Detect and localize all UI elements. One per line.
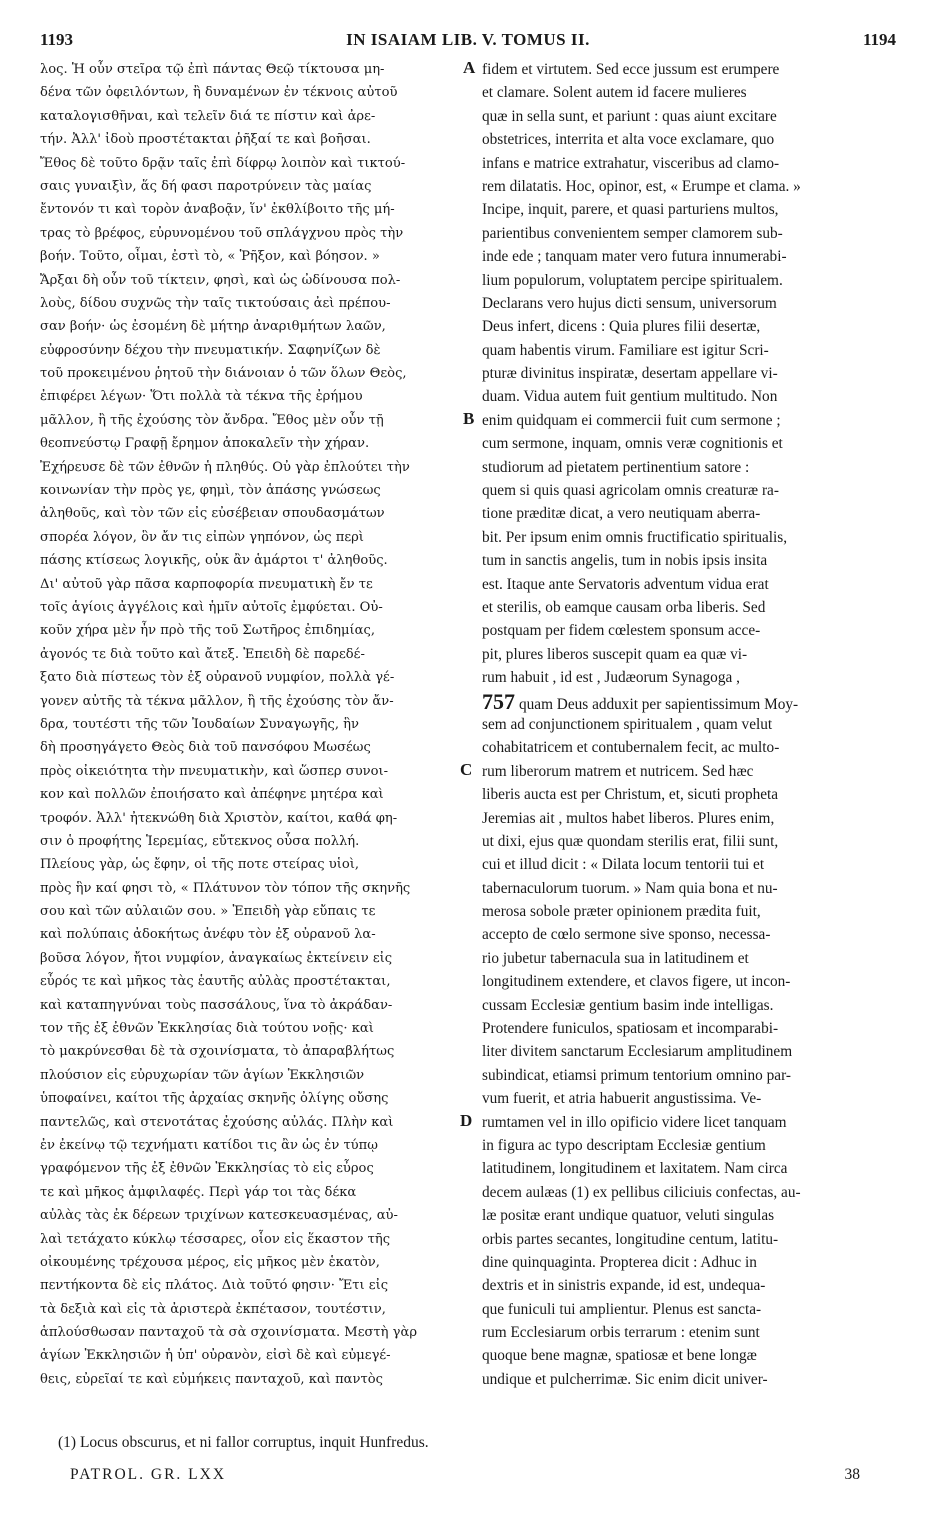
greek-line: δρα, τουτέστι τῆς τῶν Ἰουδαίων Συναγωγῆς, ἣν: [40, 716, 359, 732]
latin-line: cohabitatricem et contubernalem fecit, ac multo-: [482, 739, 780, 757]
latin-line: cum sermone, inquam, omnis veræ cognitionis et: [482, 435, 783, 453]
latin-line: Deus infert, dicens : Quia plures filii desertæ,: [482, 318, 761, 336]
page-footer: [70, 1466, 900, 1490]
greek-line: πρὸς οἰκειότητα τὴν πνευματικὴν, καὶ ὥσπερ συνοι-: [40, 763, 389, 779]
latin-line: postquam per fidem cœlestem sponsum acce-: [482, 622, 761, 640]
running-header: [40, 30, 896, 56]
greek-line: σου καὶ τῶν αὐλαιῶν σου. » Ἐπειδὴ γὰρ εὔπαις τε: [40, 904, 376, 920]
latin-line: dextris et in sinistris expande, id est, undequa-: [482, 1277, 766, 1295]
latin-line: parientibus convenientem semper clamorem sub-: [482, 224, 783, 242]
latin-line: rum Ecclesiarum orbis terrarum : etenim sunt: [482, 1324, 760, 1342]
greek-line: ἀγονός τε διὰ τοῦτο καὶ ἄτεξ. Ἐπειδὴ δὲ παρεδέ-: [40, 646, 365, 662]
running-title: IN ISAIAM LIB. V. TOMUS II.: [346, 30, 590, 49]
greek-line: σπορέα λόγον, ὃν ἄν τις εἰπὼν γηπόνον, ὡς περὶ: [40, 529, 364, 545]
greek-line: καὶ καταπηγνύναι τοὺς πασσάλους, ἵνα τὸ ἀκράδαν-: [40, 997, 393, 1013]
greek-line: γονεν αὐτῆς τὰ τέκνα μᾶλλον, ἢ τῆς ἐχούσης τὸν ἄν-: [40, 693, 394, 709]
latin-line: accepto de cœlo sermone sive sponso, necessa-: [482, 926, 771, 944]
latin-line: decem aulæas (1) ex pellibus ciliciuis confectas, au-: [482, 1183, 801, 1201]
greek-line: πεντήκοντα δὲ εἰς πλάτος. Διὰ τοῦτό φησιν· Ἔτι εἰς: [40, 1278, 389, 1294]
latin-line: inde ede ; tanquam mater vero futura innumerabi-: [482, 248, 787, 266]
greek-line: σαν βοήν· ὡς ἐσομένη δὲ μήτηρ ἀναριθμήτων λαῶν,: [40, 319, 386, 335]
greek-line: καταλογισθῆναι, καὶ τελεῖν διά τε πίστιν καὶ ἀρε-: [40, 108, 376, 124]
latin-line: quæ in sella sunt, et pariunt : quas aiunt excitare: [482, 107, 777, 125]
latin-line: bit. Per ipsum enim omnis fructificatio spiritualis,: [482, 528, 788, 546]
greek-line: θεοπνεύστῳ Γραφῇ ἔρημον ἀποκαλεῖν τὴν χήραν.: [40, 436, 370, 452]
greek-line: καὶ πολύπαις ἀδοκήτως ἀνέφυ τὸν ἐξ οὐρανοῦ λα-: [40, 927, 376, 943]
greek-line: πλούσιον εἰς εὐρυχωρίαν τῶν ἁγίων Ἐκκλησιῶν: [40, 1067, 365, 1083]
greek-line: ξατο διὰ πίστεως τὸν ἐξ οὐρανοῦ νυμφίον, πολλὰ γέ-: [40, 670, 395, 686]
greek-line: τοῦ προκειμένου ῥητοῦ τὴν διάνοιαν ὁ τῶν ὅλων Θεὸς,: [40, 366, 407, 382]
latin-text-column: [482, 58, 896, 1391]
latin-line: Incipe, inquit, parere, et quasi parturiens multos,: [482, 201, 779, 219]
greek-line: Ἐχήρευσε δὲ τῶν ἐθνῶν ἡ πληθύς. Οὐ γὰρ ἐπλούτει τὴν: [40, 459, 410, 475]
greek-line: Ἄρξαι δὴ οὖν τοῦ τίκτειν, φησὶ, καὶ ὡς ὠδίνουσα πολ-: [40, 272, 401, 288]
latin-line: tione præditæ dicat, a vero neutiquam aberra-: [482, 505, 761, 523]
greek-line: πάσης κτίσεως λογικῆς, οὐκ ἂν ἁμάρτοι τ' ἀληθοῦς.: [40, 553, 388, 569]
latin-line: infans e matrice extrahatur, visceribus ad clamo-: [482, 154, 780, 172]
right-page-number: 1194: [862, 30, 896, 49]
latin-line: est. Itaque ante Servatoris adventum vidua erat: [482, 575, 769, 593]
greek-line: γραφόμενον τῆς ἐξ ἐθνῶν Ἐκκλησίας τὸ εἰς εὖρος: [40, 1161, 374, 1177]
greek-line: δὴ προσηγάγετο Θεὸς διὰ τοῦ πανσόφου Μωσέως: [40, 740, 371, 756]
greek-line: Δι' αὐτοῦ γὰρ πᾶσα καρποφορία πνευματικὴ ἔν τε: [40, 576, 373, 592]
greek-line: λος. Ἡ οὖν στεῖρα τῷ ἐπὶ πάντας Θεῷ τίκτουσα μη-: [40, 62, 385, 77]
greek-line: παντελῶς, καὶ στενοτάτας ἐχούσης αὐλάς. Πλὴν καὶ: [40, 1114, 394, 1130]
latin-line: latitudinem, longitudinem et laxitatem. Nam circa: [482, 1160, 788, 1178]
greek-line: εὖρός τε καὶ μῆκος τὰς ἑαυτῆς αὐλὰς προστέτακται,: [40, 974, 391, 990]
footer-signature: PATROL. GR. LXX: [70, 1466, 227, 1483]
greek-line: τοῖς ἁγίοις ἀγγέλοις καὶ ἡμῖν αὐτοῖς ἐμφύεται. Οὐ-: [40, 599, 383, 615]
latin-line: pturæ divinitus inspiratæ, desertam appellare vi-: [482, 365, 778, 383]
latin-line: orbis partes secantes, longitudine centum, latitu-: [482, 1230, 779, 1248]
greek-line: ἐν ἐκείνῳ τῷ τεχνήματι κατίδοι τις ἂν ὡς ἐν τύπῳ: [40, 1137, 378, 1153]
greek-line: κον καὶ πολλῶν ἐποιήσατο καὶ ἀπέφηνε μητέρα καὶ: [40, 787, 384, 803]
latin-line: undique et pulcherrimæ. Sic enim dicit univer-: [482, 1370, 768, 1388]
greek-line: τον τῆς ἐξ ἐθνῶν Ἐκκλησίας διὰ τούτου νοῇς· καὶ: [40, 1021, 374, 1037]
greek-line: δένα τῶν ὀφειλόντων, ἢ δυναμένων ἐν τέκνοις αὐτοῦ: [40, 85, 398, 101]
greek-line: ἐπιφέρει λέγων· Ὅτι πολλὰ τὰ τέκνα τῆς ἐρήμου: [40, 389, 363, 405]
latin-line: rum habuit , id est , Judæorum Synagoga ,: [482, 669, 740, 687]
greek-line: ἁγίων Ἐκκλησιῶν ἡ ὑπ' οὐρανὸν, εἰσὶ δὲ καὶ εὐμεγέ-: [40, 1348, 391, 1364]
latin-line: Declarans vero hujus dicti sensum, universorum: [482, 294, 777, 312]
greek-line: σαις γυναιξὶν, ἅς δή φασι παροτρύνειν τὰς μαίας: [40, 178, 372, 194]
greek-line: ἔντονόν τι καὶ τορὸν ἀναβοᾷν, ἵν' ἐκθλίβοιτο τῆς μή-: [40, 202, 395, 218]
latin-line: studiorum ad pietatem pertinentium satore :: [482, 458, 750, 476]
latin-line: liter divitem sanctarum Ecclesiarum amplitudinem: [482, 1043, 793, 1061]
greek-line: τε καὶ μῆκος ἀμφιλαφές. Περὶ γάρ τοι τὰς δέκα: [40, 1184, 357, 1200]
greek-line: βοῦσα λόγον, ἤτοι νυμφίον, ἀναγκαίως ἐκτείνειν εἰς: [40, 950, 393, 966]
latin-line: Protendere funiculos, spatiosam et incomparabi-: [482, 1020, 779, 1038]
latin-line-text: quam Deus adduxit per sapientissimum Moy-: [519, 695, 799, 713]
greek-line: τρας τὸ βρέφος, εὐρυνομένου τοῦ σπλάγχνου πρὸς τὴν: [40, 225, 404, 241]
latin-line: tum in sanctis angelis, tum in nobis ipsis insita: [482, 552, 768, 570]
greek-line: τήν. Ἀλλ' ἰδοὺ προστέτακται ῥῆξαί τε καὶ βοῆσαι.: [40, 132, 371, 148]
greek-line: θεις, εὐρεῖαί τε καὶ εὐμήκεις πανταχοῦ, καὶ παντὸς: [40, 1371, 383, 1387]
footer-sheet-number: 38: [844, 1466, 860, 1483]
greek-line: μᾶλλον, ἢ τῆς ἐχούσης τὸν ἄνδρα. Ἔθος μὲν οὖν τῇ: [40, 412, 384, 428]
greek-text-column: [40, 58, 458, 1391]
margin-letter-b: B: [463, 409, 475, 428]
latin-line: duam. Vidua autem fuit gentium multitudo. Non: [482, 388, 778, 406]
latin-line: rumtamen vel in illo opificio videre licet tanquam: [482, 1113, 787, 1131]
column-number: 757: [482, 689, 515, 713]
latin-line: rem dilatatis. Hoc, opinor, est, « Erumpe et clama. »: [482, 177, 801, 195]
latin-line: vum fuerit, et atria habuerit angustissima. Ve-: [482, 1090, 762, 1108]
latin-line: liberis aucta est per Christum, et, sicuti propheta: [482, 786, 779, 804]
margin-letter-d: D: [460, 1111, 473, 1130]
margin-letter-c: C: [460, 760, 473, 779]
footnote: (1) Locus obscurus, et ni fallor corruptus, inquit Hunfredus.: [58, 1434, 429, 1451]
greek-line: οἰκουμένης τρέχουσα μέρος, εἰς μῆκος μὲν ἑκατὸν,: [40, 1254, 380, 1270]
greek-line: ὑποφαίνει, καίτοι τῆς ἀρχαίας σκηνῆς ὀλίγης οὔσης: [40, 1091, 389, 1107]
latin-line: obstetrices, interrita et alta voce exclamare, quo: [482, 131, 775, 149]
latin-line: rum liberorum matrem et nutricem. Sed hæc: [482, 762, 754, 780]
greek-line: Ἔθος δὲ τοῦτο δρᾷν ταῖς ἐπὶ δίφρῳ λοιπὸν καὶ τικτού-: [40, 155, 406, 171]
greek-line: λοὺς, δίδου συχνῶς τὴν ταῖς τικτούσαις ἀεὶ πρέπου-: [40, 295, 391, 311]
greek-line: τὸ μακρύνεσθαι δὲ τὰ σχοινίσματα, τὸ ἀπαραβλήτως: [40, 1044, 395, 1060]
greek-line: πρὸς ἣν καί φησι τὸ, « Πλάτυνον τὸν τόπον τῆς σκηνῆς: [40, 880, 411, 896]
latin-line: pit, plures liberos suscepit quam ea quæ vi-: [482, 645, 748, 663]
latin-line: læ positæ erant undique quatuor, veluti singulas: [482, 1207, 775, 1225]
greek-line: Πλείους γὰρ, ὡς ἔφην, οἱ τῆς ποτε στείρας υἱοὶ,: [40, 857, 360, 873]
latin-line: fidem et virtutem. Sed ecce jussum est erumpere: [482, 61, 780, 78]
greek-line: βοήν. Τοῦτο, οἶμαι, ἐστὶ τὸ, « Ῥῆξον, καὶ βόησον. »: [40, 249, 380, 265]
latin-line: tabernaculorum tuorum. » Nam quia bona et nu-: [482, 879, 778, 897]
greek-line: εὐφροσύνην δέχου τὴν πνευματικήν. Σαφηνίζων δὲ: [40, 342, 381, 358]
greek-line: λαὶ τετάχατο κύκλῳ τέσσαρες, οἷον εἰς ἕκαστον τῆς: [40, 1231, 391, 1247]
latin-line: Jeremias ait , multos habet liberos. Plures enim,: [482, 809, 775, 827]
latin-line: quem si quis quasi agricolam omnis creaturæ ra-: [482, 482, 779, 500]
greek-line: ἀληθοῦς, καὶ τὸν τῶν εἰς εὐσέβειαν σπουδασμάτων: [40, 506, 385, 522]
greek-line: αὐλὰς τὰς ἐκ δέρεων τριχίνων κατεσκευασμένας, αὐ-: [40, 1208, 398, 1224]
latin-line: cussam Ecclesiæ gentium basim inde intelligas.: [482, 996, 774, 1014]
latin-line: longitudinem extendere, et clavos figere, ut incon-: [482, 973, 791, 991]
greek-line: κοινωνίαν τὴν πρὸς γε, φημὶ, τὸν ἁπάσης γνώσεως: [40, 483, 381, 499]
latin-line: subindicat, etiamsi primum tentorium omnino par-: [482, 1066, 791, 1084]
latin-line: dine quinquaginta. Propterea dicit : Adhuc in: [482, 1253, 757, 1271]
margin-letter-a: A: [463, 58, 476, 77]
latin-line: et sterilis, ob eamque causam orba liberis. Sed: [482, 598, 766, 616]
latin-line: in figura ac typo descriptam Ecclesiæ gentium: [482, 1136, 766, 1154]
left-page-number: 1193: [40, 30, 74, 49]
latin-line: [482, 690, 896, 713]
latin-line: que funiculi tui amplientur. Plenus est sancta-: [482, 1300, 762, 1318]
latin-line: et clamare. Solent autem id facere mulieres: [482, 84, 747, 102]
greek-line: σιν ὁ προφήτης Ἱερεμίας, εὔτεκνος οὖσα πολλή.: [40, 833, 360, 849]
latin-line: lium populorum, voluptatem percipe spiritualem.: [482, 271, 783, 289]
greek-line: κοῦν χήρα μὲν ἦν πρὸ τῆς τοῦ Σωτῆρος ἐπιδημίας,: [40, 623, 376, 639]
latin-line: quam habentis virum. Familiare est igitur Scri-: [482, 341, 769, 359]
latin-line: enim quidquam ei commercii fuit cum sermone ;: [482, 411, 781, 429]
greek-line: ἁπλούσθωσαν πανταχοῦ τὰ σὰ σχοινίσματα. Μεστὴ γὰρ: [40, 1325, 418, 1341]
latin-line: rio jubetur tabernacula sua in latitudinem et: [482, 949, 749, 967]
greek-line: τὰ δεξιὰ καὶ εἰς τὰ ἀριστερὰ ἐκπέτασον, τουτέστιν,: [40, 1301, 386, 1317]
latin-line: cui et illud dicit : « Dilata locum tentorii tui et: [482, 856, 765, 874]
latin-line: ut dixi, ejus quæ quondam sterilis erat, filii sunt,: [482, 832, 779, 850]
greek-line: τροφόν. Ἀλλ' ἠτεκνώθη διὰ Χριστὸν, καίτοι, καθά φη-: [40, 810, 398, 826]
latin-line: merosa sobole præter opinionem prædita fuit,: [482, 903, 761, 921]
latin-line: sem ad conjunctionem spiritualem , quam velut: [482, 715, 773, 733]
latin-line: quoque bene magnæ, spatiosæ et bene longæ: [482, 1347, 757, 1365]
